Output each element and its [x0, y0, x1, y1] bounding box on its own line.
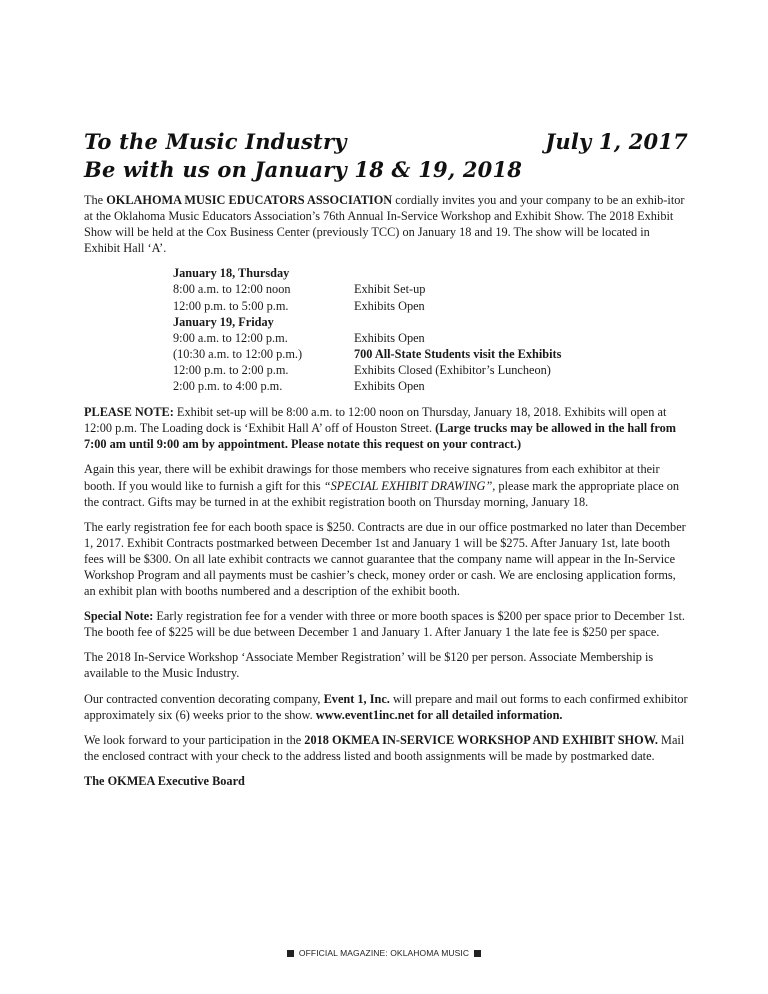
schedule-time: (10:30 a.m. to 12:00 p.m.) — [173, 346, 303, 361]
letter-body — [84, 192, 688, 789]
organization-name: OKLAHOMA MUSIC EDUCATORS ASSOCIATION — [106, 193, 393, 207]
schedule-day-2: January 19, Friday — [173, 314, 274, 329]
associate-paragraph: The 2018 In-Service Workshop ‘Associate Member Registration’ will be $120 per person. Associate Membership is available to the Music Industry. — [84, 650, 654, 681]
special-note-label: Special Note: — [84, 609, 154, 624]
schedule-event: 700 All-State Students visit the Exhibits — [354, 346, 562, 361]
schedule-time: 9:00 a.m. to 12:00 p.m. — [173, 330, 288, 345]
please-note-paragraph — [84, 404, 688, 452]
drawing-name: “SPECIAL EXHIBIT DRAWING” — [323, 478, 493, 493]
schedule-row — [173, 346, 688, 362]
schedule-row — [173, 330, 688, 346]
signature-text: The OKMEA Executive Board — [84, 773, 245, 788]
drawing-text-rest: , please mark the appropriate place on the contract. Gifts may be turned in at the exhibit registration booth on Thursday morning, January 18. — [84, 478, 680, 509]
schedule-time: 12:00 p.m. to 2:00 p.m. — [173, 362, 289, 377]
please-note-label: PLEASE NOTE: — [84, 405, 174, 420]
schedule-day-1: January 18, Thursday — [173, 266, 290, 281]
square-bullet-icon — [474, 950, 481, 957]
footer-text: OFFICIAL MAGAZINE: OKLAHOMA MUSIC — [298, 948, 470, 958]
special-note-text: Early registration fee for a vender with three or more booth spaces is $200 per space prior to December 1st. The booth fee of $225 will be due between December 1 and January 1. After January 1 the late fee is $250 per space. — [84, 609, 685, 640]
schedule-time: 12:00 p.m. to 5:00 p.m. — [173, 298, 289, 313]
schedule-time: 8:00 a.m. to 12:00 noon — [173, 282, 291, 297]
intro-paragraph — [84, 192, 688, 256]
letter-date: July 1, 2017 — [545, 129, 688, 154]
square-bullet-icon — [287, 950, 294, 957]
event-name: 2018 OKMEA IN-SERVICE WORKSHOP AND EXHIBIT SHOW. — [304, 732, 658, 747]
decorator-text-rest: will prepare and mail out forms to each confirmed exhibitor approximately six (6) weeks prior to the show. — [84, 691, 688, 722]
decorator-company: Event 1, Inc. — [323, 691, 390, 706]
closing-text-start: We look forward to your participation in the — [84, 732, 305, 747]
truck-notice: (Large trucks may be allowed in the hall from 7:00 am until 9:00 am by appointment. Please notate this request on your contract.) — [84, 421, 677, 452]
schedule-row — [173, 362, 688, 378]
event-dates-heading: Be with us on January 18 & 19, 2018 — [84, 157, 523, 182]
decorator-paragraph — [84, 691, 688, 723]
intro-text-rest: cordially invites you and your company to be an exhib-itor at the Oklahoma Music Educators Association’s 76th Annual In-Service Workshop and Exhibit Show. The 2018 Exhibit Show will be held at the Cox Business Center (previously TCC) on January 18 and 19. The show will be located in Exhibit Hall ‘A’. — [84, 193, 685, 256]
closing-paragraph — [84, 732, 688, 764]
schedule-event: Exhibit Set-up — [354, 282, 426, 297]
schedule-time: 2:00 p.m. to 4:00 p.m. — [173, 379, 283, 394]
exhibit-schedule — [173, 265, 688, 394]
intro-text-start: The — [84, 193, 107, 207]
letter-page — [84, 128, 688, 798]
closing-text-rest: Mail the enclosed contract with your check to the address listed and booth assignments will be made by postmarked date. — [84, 732, 685, 763]
schedule-event: Exhibits Open — [354, 298, 425, 313]
schedule-event: Exhibits Open — [354, 330, 425, 345]
salutation-heading: To the Music Industry — [84, 129, 347, 154]
schedule-row — [173, 281, 688, 297]
drawing-text-start: Again this year, there will be exhibit drawings for those members who receive signatures from each exhibitor at their booth. If you would like to furnish a gift for this — [84, 462, 660, 493]
decorator-text-start: Our contracted convention decorating company, — [84, 691, 324, 706]
drawing-paragraph — [84, 461, 688, 509]
page-footer — [0, 948, 768, 958]
special-note-paragraph — [84, 608, 688, 640]
schedule-row — [173, 298, 688, 314]
please-note-text: Exhibit set-up will be 8:00 a.m. to 12:00 noon on Thursday, January 18, 2018. Exhibits will open at 12:00 p.m. The Loading dock is ‘Exhibit Hall A’ off of Houston Street. — [84, 405, 667, 436]
fees-paragraph: The early registration fee for each booth space is $250. Contracts are due in our office postmarked no later than December 1, 2017. Exhibit Contracts postmarked between December 1st and January 1 will be $275. After January 1st, late booth fees will be $300. On all late exhibit contracts we cannot guarantee that the company name will appear in the In-Service Workshop Program and all payments must be cashier’s check, money order or cash. We are enclosing application forms, an exhibit plan with booths numbered and a description of the exhibit booth. — [84, 519, 686, 599]
letter-header — [84, 128, 688, 156]
schedule-event: Exhibits Open — [354, 379, 425, 394]
signature — [84, 773, 688, 789]
schedule-row — [173, 378, 688, 394]
schedule-event: Exhibits Closed (Exhibitor’s Luncheon) — [354, 362, 551, 377]
decorator-website: www.event1inc.net for all detailed information. — [315, 707, 563, 722]
